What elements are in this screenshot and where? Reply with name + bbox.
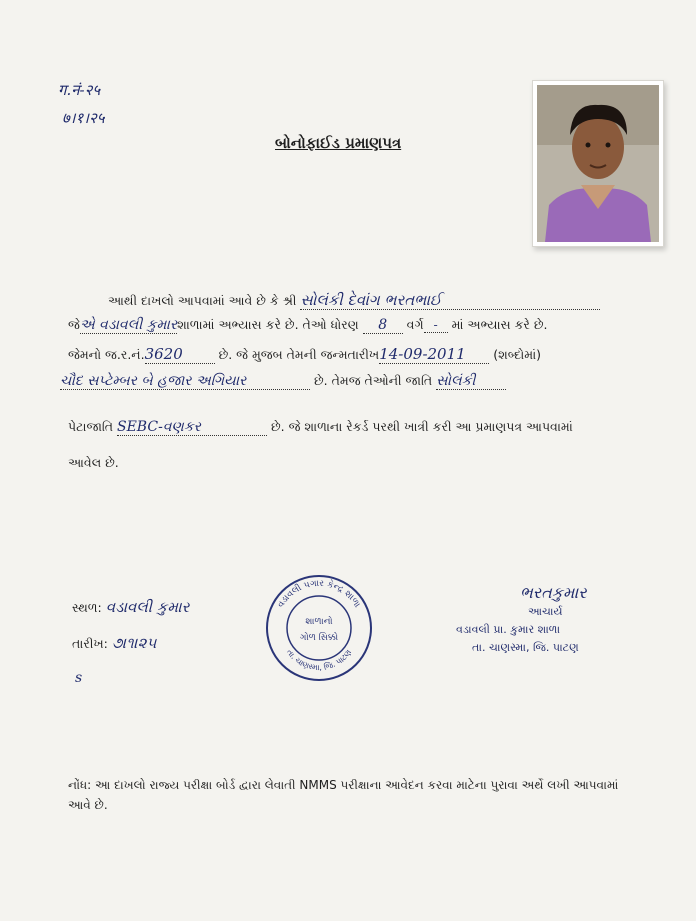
registration-number-field: 3620 [145, 345, 215, 364]
line-4-mid: છે. તેમજ તેઓની જાતિ [313, 373, 433, 388]
line-2-mid: શાળામાં અભ્યાસ કરે છે. તેઓ ધોરણ [177, 317, 359, 332]
subcaste-label: પેટાજાતિ [68, 419, 114, 434]
line-2 [68, 317, 548, 334]
reference-number: ग.नं-२५ [58, 81, 101, 99]
seal-ring-text: વડાવલી પગાર કેન્દ્ર શાળા [276, 578, 362, 610]
student-photo [532, 80, 664, 247]
varg-field: - [424, 317, 448, 333]
line-3-prefix: જેમનો જ.ર.નં. [68, 347, 145, 362]
standard-field: 8 [363, 317, 403, 334]
certificate-title: બોનોફાઈડ પ્રમાણપત્ર [275, 134, 402, 152]
place-value: વડાવલી કુમાર [105, 598, 190, 616]
line-1 [108, 291, 600, 310]
caste-field: સોલંકી [436, 373, 506, 390]
line-3-mid: છે. જે મુજબ તેમની જન્મતારીખ [218, 347, 380, 362]
seal-center-top: શાળાનો [305, 617, 333, 627]
dob-in-words-field: ચૌદ સપ્ટેમ્બર બે હજાર અગિયાર [60, 373, 310, 390]
seal-bottom-text: તા. ચાણસ્મા, જિ. પાટણ [284, 647, 354, 673]
footnote: નોંધ: આ દાખલો રાજ્ય પરીક્ષા બોર્ડ દ્વારા લેવાતી NMMS પરીક્ષાના આવેદન કરવા માટેના પુરાવા અર્થે લખી આપવામાં આવે છે. [68, 778, 619, 812]
line-3-suffix: (શબ્દોમાં) [493, 347, 542, 362]
margin-mark: s [75, 670, 83, 686]
line-3 [68, 345, 541, 364]
line-2-suffix: માં અભ્યાસ કરે છે. [451, 317, 548, 332]
place-label: સ્થળ: [72, 600, 102, 615]
subcaste-field: SEBC-વણકર [117, 419, 267, 436]
reference-date: ७।१।२५ [62, 109, 105, 127]
varg-label: વર્ગ [406, 317, 424, 332]
line-1-prefix: આથી દાખલો આપવામાં આવે છે કે શ્રી [108, 293, 297, 308]
school-stamp-line-1: વડાવલી પ્રા. કુમાર શાળા [456, 623, 561, 636]
principal-title: આચાર્ય [528, 605, 563, 618]
line-4 [60, 373, 506, 390]
date-label: તારીખ: [72, 636, 108, 651]
seal-center-bottom: ગોળ સિક્કો [299, 633, 339, 643]
date-value: ૭।૧।૨૫ [111, 634, 157, 652]
student-portrait-image [537, 85, 659, 242]
date-row [72, 634, 156, 652]
line-5-suffix: છે. જે શાળાના રેકર્ડ પરથી ખાત્રી કરી આ પ્રમાણપત્ર આપવામાં [270, 419, 573, 434]
line-5 [68, 419, 573, 436]
line-6: આવેલ છે. [68, 455, 119, 470]
school-round-seal [263, 572, 375, 688]
place-row [72, 598, 189, 616]
date-of-birth-field: 14-09-2011 [379, 345, 489, 364]
principal-signature: ભરતકુમાર [520, 583, 587, 602]
svg-text:વડાવલી પગાર કેન્દ્ર શાળા [276, 578, 362, 610]
school-village-field: એ વડાવલી કુમાર [79, 317, 178, 333]
school-stamp-line-2: તા. ચાણસ્મા, જિ. પાટણ [472, 641, 579, 654]
line-2-prefix: જે [68, 317, 80, 332]
seal-graphic [263, 572, 375, 684]
student-name-field: સોલંકી દેવાંગ ભરતભાઈ [300, 291, 600, 310]
